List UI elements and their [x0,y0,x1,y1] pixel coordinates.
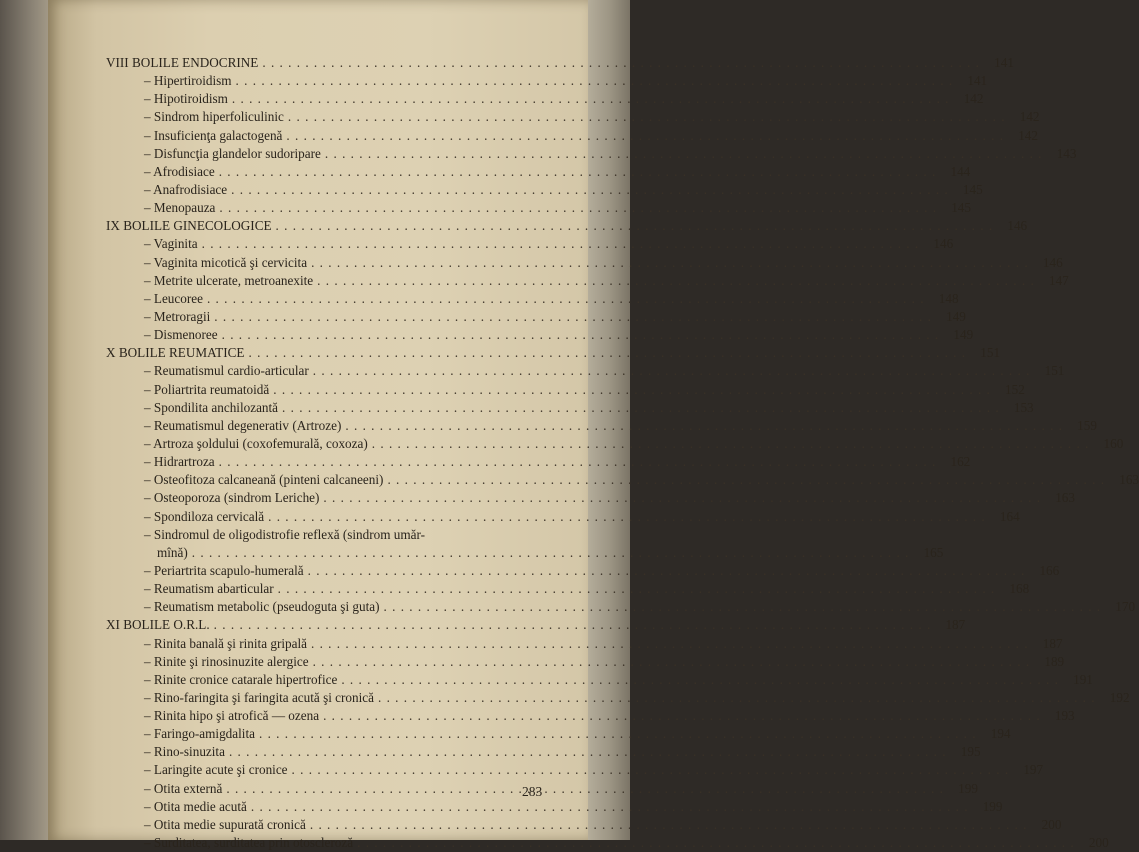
entry-title: – Spondilita anchilozantă [144,399,279,415]
toc-entry-row [106,598,1136,616]
entry-page-number: 146 [1042,254,1063,270]
entry-page-number: 164 [999,508,1020,524]
section-title: VIII BOLILE ENDOCRINE [106,55,259,70]
dot-leader [259,725,977,743]
entry-page-number: 142 [1019,109,1040,125]
toc-entry-row [106,108,1040,126]
toc-entry-row [106,526,564,544]
entry-title: – Spondiloza cervicală [144,508,265,524]
entry-title: – Rino-faringita şi faringita acută şi cronică [144,689,374,705]
dot-leader [387,471,1105,489]
entry-page-number: 152 [1005,381,1025,397]
dot-leader [313,653,1031,671]
dot-leader [219,199,937,217]
dot-leader [292,761,1010,779]
dot-leader [268,508,986,526]
dot-leader [310,816,1028,834]
entry-page-number: 145 [951,200,971,216]
toc-entry-row [106,725,1011,743]
entry-title: – Reumatism abarticular [144,581,274,597]
toc-entry-row [106,743,981,761]
entry-page-number: 197 [1023,762,1044,778]
dot-leader [341,671,1059,689]
toc-entry-row [106,761,1044,779]
entry-title: – Insuficienţa galactogenă [144,127,283,143]
dot-leader [323,707,1041,725]
entry-title: – Otita medie acută [144,798,247,814]
entry-page-number: 187 [1042,635,1063,651]
toc-entry-row [106,780,978,798]
entry-title: – Otita externă [144,780,223,796]
entry-page-number: 146 [1007,218,1028,234]
dot-leader [214,308,932,326]
entry-page-number: 200 [1088,835,1109,851]
entry-page-number: 159 [1077,417,1097,433]
entry-page-number: 200 [1041,816,1062,832]
dot-leader [372,435,1090,453]
entry-page-number: 148 [938,290,959,306]
entry-title: – Leucoree [144,290,203,306]
dot-leader [214,616,932,634]
dot-leader [248,344,966,362]
dot-leader [357,834,1075,852]
dot-leader [378,689,1096,707]
entry-page-number: 163 [1055,490,1075,506]
toc-entry-row [106,453,971,471]
entry-page-number: 191 [1073,671,1093,687]
entry-page-number: 147 [1048,272,1069,288]
dot-leader [226,780,944,798]
entry-page-number: 166 [1039,562,1060,578]
dot-leader [313,362,1031,380]
toc-entry-row [106,471,1139,489]
entry-page-number: 189 [1044,653,1065,669]
entry-page-number: 149 [953,327,974,343]
dot-leader [202,235,920,253]
toc-entry-row [106,308,966,326]
dot-leader [311,635,1029,653]
dot-leader [222,326,940,344]
section-title: X BOLILE REUMATICE [106,345,245,361]
entry-page-number: 151 [1044,363,1065,379]
entry-title: – Laringite acute şi cronice [144,762,288,778]
page-number: 283 [522,784,543,799]
dot-leader [317,272,1035,290]
toc-entry-row [106,362,1065,380]
dot-leader [262,54,980,72]
toc-entry-row [106,816,1062,834]
entry-title: – Artroza şoldului (coxofemurală, coxoza) [144,435,368,451]
entry-page-number: 168 [1009,581,1030,597]
dot-leader [219,163,937,181]
toc-entry-row [106,562,1060,580]
toc-entry-row [106,707,1075,725]
dot-leader [278,580,996,598]
entry-title: – Afrodisiace [144,163,215,179]
dot-leader [232,90,950,108]
toc-entry-row [106,580,1030,598]
dot-leader [207,290,925,308]
dot-leader [276,217,994,235]
entry-title: – Hipotiroidism [144,91,228,107]
section-title: XI BOLILE O.R.L. [106,617,210,633]
toc-entry-row [106,834,1109,852]
toc-entry-row [106,199,971,217]
dot-leader [345,417,1063,435]
toc-entry-row [106,326,974,344]
entry-title: – Sindromul de oligodistrofie reflexă (sindrom umăr- [144,526,426,542]
entry-page-number: 193 [1054,708,1075,724]
toc-entry-row [106,72,988,90]
entry-page-number: 192 [1109,689,1130,705]
toc-entry-row [106,489,1075,507]
entry-page-number: 146 [933,236,954,252]
toc-entry-row [106,417,1097,435]
dot-leader [219,453,937,471]
entry-page-number: 187 [945,617,966,633]
dot-leader [229,743,947,761]
dot-leader [323,489,1041,507]
book-page [48,0,1139,851]
toc-entry-row [106,544,944,562]
entry-title: – Rino-sinuzita [144,744,225,760]
entry-page-number: 142 [963,91,984,107]
toc-entry-row [106,653,1065,671]
entry-page-number: 141 [967,73,988,89]
entry-page-number: 162 [950,454,971,470]
dot-leader [282,399,1000,417]
toc-section-row [106,54,1014,72]
entry-title: – Reumatismul degenerativ (Artroze) [144,417,342,433]
entry-title: – Osteoporoza (sindrom Leriche) [144,490,320,506]
dot-leader [286,127,1004,145]
entry-page-number: 144 [950,163,971,179]
entry-page-number: 194 [990,726,1011,742]
dot-leader [384,598,1102,616]
entry-title: – Surditatea, surditatea prin otoscleroză [144,835,354,851]
entry-page-number: 143 [1056,145,1077,161]
toc-entry-row [106,399,1034,417]
entry-title: – Vaginita [144,236,198,252]
entry-title: – Faringo-amigdalita [144,726,255,742]
entry-page-number: 199 [958,780,978,796]
entry-title: – Metrite ulcerate, metroanexite [144,272,314,288]
dot-leader [311,254,1029,272]
entry-page-number: 141 [994,55,1014,70]
dot-leader [251,798,969,816]
entry-title: – Vaginita micotică şi cervicita [144,254,308,270]
entry-page-number: 170 [1115,599,1136,615]
toc-section-row [106,344,1001,362]
entry-title: – Hipertiroidism [144,73,232,89]
toc-entry-row [106,272,1069,290]
entry-title: – Osteofitoza calcaneană (pinteni calcaneeni) [144,472,384,488]
toc-entry-row [106,798,1003,816]
entry-title: – Reumatism metabolic (pseudoguta şi guta) [144,599,380,615]
dot-leader [308,562,1026,580]
entry-title: – Rinite şi rinosinuzite alergice [144,653,309,669]
entry-title: – Reumatismul cardio-articular [144,363,309,379]
entry-page-number: 142 [1018,127,1038,143]
toc-entry-row [106,435,1124,453]
toc-entry-row [106,90,984,108]
entry-page-number: 160 [1103,435,1124,451]
dot-leader [236,72,954,90]
entry-title: – Rinita banală şi rinita gripală [144,635,307,651]
entry-page-number: 145 [962,181,983,197]
entry-page-number: 153 [1013,399,1034,415]
toc-entry-row [106,254,1063,272]
toc-entry-row [106,290,959,308]
entry-title: – Hidrartroza [144,454,215,470]
entry-title: – Periartrita scapulo-humerală [144,562,304,578]
toc-entry-row [106,145,1077,163]
toc-entry-row [106,235,954,253]
toc-entry-row [106,635,1063,653]
entry-title: – Menopauza [144,200,216,216]
dot-leader [325,145,1043,163]
toc-entry-row [106,163,971,181]
entry-title: – Poliartrita reumatoidă [144,381,270,397]
toc-entry-row [106,671,1093,689]
entry-page-number: 195 [960,744,981,760]
entry-title: – Rinita hipo şi atrofică — ozena [144,708,320,724]
entry-page-number: 151 [980,345,1001,361]
dot-leader [231,181,949,199]
entry-page-number: 199 [982,798,1003,814]
dot-leader [192,544,910,562]
entry-title: – Otita medie supurată cronică [144,816,306,832]
entry-title: – Disfuncţia glandelor sudoripare [144,145,321,161]
entry-title: – Rinite cronice catarale hipertrofice [144,671,338,687]
entry-page-number: 163 [1119,472,1139,488]
dot-leader [273,381,991,399]
table-of-contents [106,54,1139,852]
entry-title: mînă) [157,544,188,560]
toc-section-row [106,217,1028,235]
entry-title: – Dismenoree [144,327,218,343]
section-title: IX BOLILE GINECOLOGICE [106,218,272,234]
toc-entry-row [106,508,1020,526]
entry-title: – Sindrom hiperfoliculinic [144,109,284,125]
toc-section-row [106,616,966,634]
entry-page-number: 165 [923,544,944,560]
toc-entry-row [106,127,1038,145]
entry-page-number: 149 [946,308,966,324]
entry-title: – Metroragii [144,308,211,324]
toc-entry-row [106,181,983,199]
toc-entry-row [106,381,1025,399]
toc-entry-row [106,689,1130,707]
dot-leader [288,108,1006,126]
entry-title: – Anafrodisiace [144,181,228,197]
